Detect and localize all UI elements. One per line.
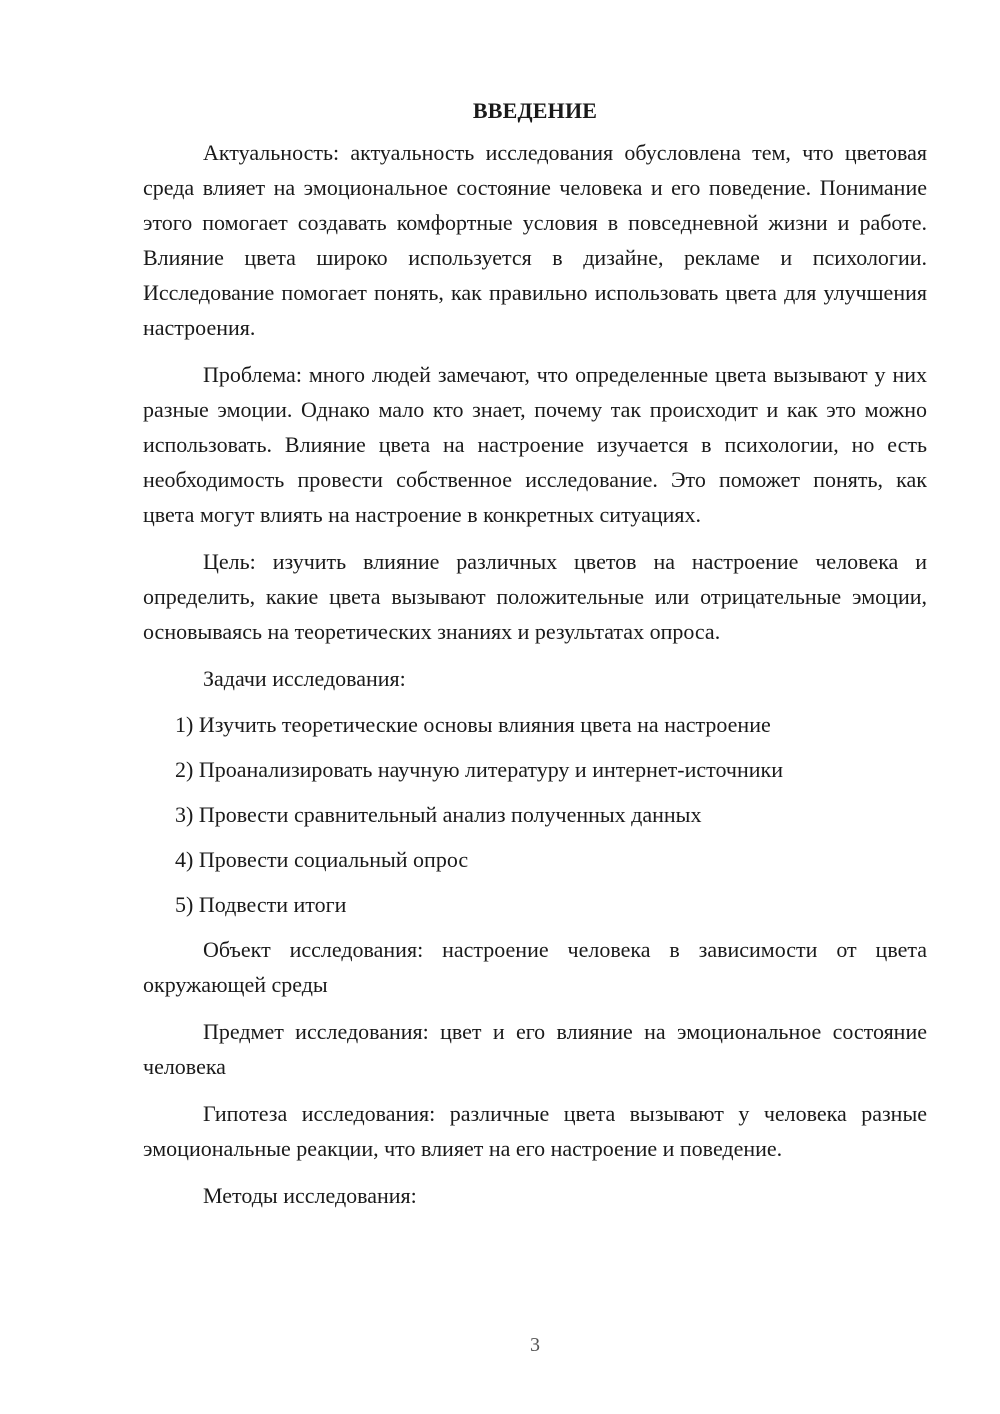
page-number: 3 bbox=[530, 1334, 540, 1356]
methods-heading: Методы исследования: bbox=[203, 1183, 417, 1208]
task-item: 4) Провести социальный опрос bbox=[175, 847, 469, 872]
paragraph-relevance: Актуальность: актуальность исследования обусловлена тем, что цветовая среда влияет на эмоциональное состояние человека и его поведение. Понимание этого помогает создавать комфортные условия в повседневной жизни и работе. Влияние цвета широко используется в дизайне, рекламе и психологии. Исследование помогает понять, как правильно использовать цвета для улучшения настроения. bbox=[143, 140, 927, 340]
document-page bbox=[143, 95, 927, 1295]
document-title: ВВЕДЕНИЕ bbox=[472, 98, 598, 123]
paragraph-goal: Цель: изучить влияние различных цветов на настроение человека и определить, какие цвета вызывают положительные или отрицательные эмоции, основываясь на теоретических знаниях и результатах опроса. bbox=[143, 549, 927, 644]
task-item: 1) Изучить теоретические основы влияния цвета на настроение bbox=[175, 712, 771, 737]
tasks-heading: Задачи исследования: bbox=[203, 666, 406, 691]
task-item: 5) Подвести итоги bbox=[175, 892, 347, 917]
paragraph-problem: Проблема: много людей замечают, что определенные цвета вызывают у них разные эмоции. Однако мало кто знает, почему так происходит и как это можно использовать. Влияние цвета на настроение изучается в психологии, но есть необходимость провести собственное исследование. Это поможет понять, как цвета могут влиять на настроение в конкретных ситуациях. bbox=[143, 362, 927, 527]
paragraph-subject: Предмет исследования: цвет и его влияние на эмоциональное состояние человека bbox=[143, 1019, 927, 1079]
paragraph-hypothesis: Гипотеза исследования: различные цвета вызывают у человека разные эмоциональные реакции, что влияет на его настроение и поведение. bbox=[143, 1101, 927, 1161]
tasks-list bbox=[143, 707, 927, 922]
task-item: 2) Проанализировать научную литературу и интернет-источники bbox=[175, 757, 783, 782]
paragraph-object: Объект исследования: настроение человека в зависимости от цвета окружающей среды bbox=[143, 937, 927, 997]
task-item: 3) Провести сравнительный анализ полученных данных bbox=[175, 802, 702, 827]
